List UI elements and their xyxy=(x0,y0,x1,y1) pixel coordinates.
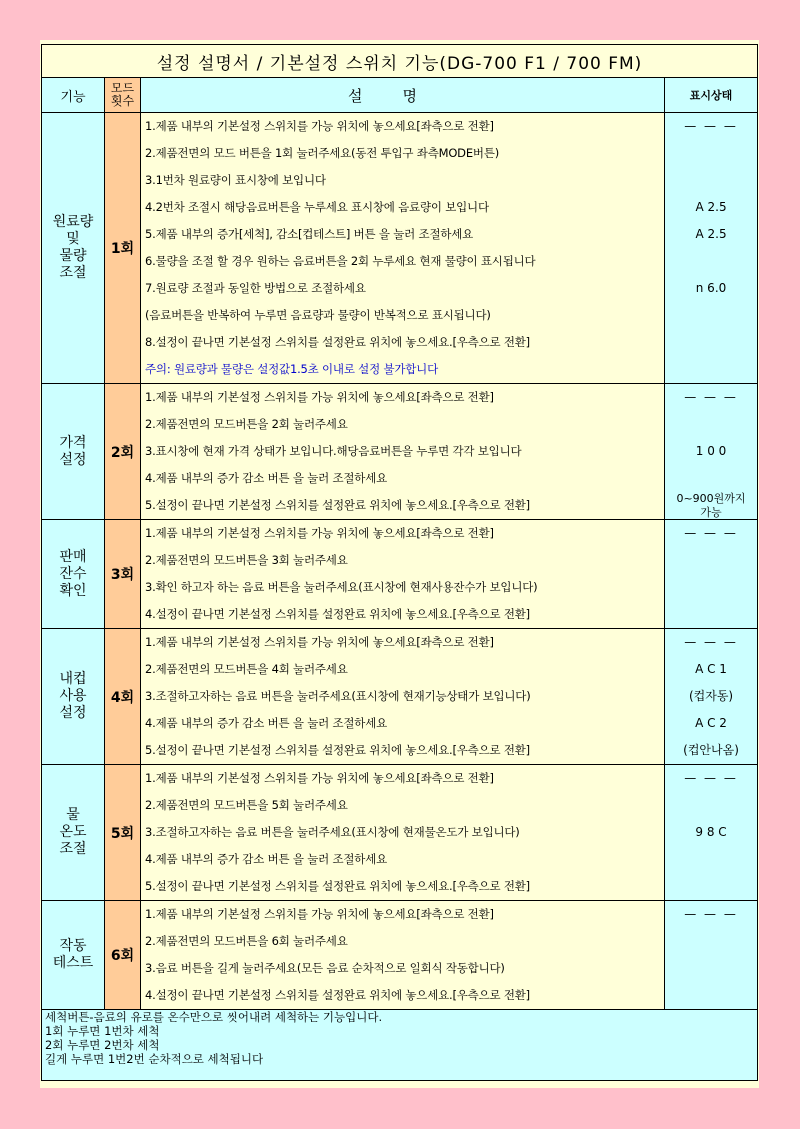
status-value xyxy=(665,873,757,900)
instruction-line: 3.조절하고자하는 음료 버튼을 눌러주세요(표시창에 현재물온도가 보입니다) xyxy=(145,825,520,839)
instruction-line: 2.제품전면의 모드 버튼을 1회 눌러주세요(동전 투입구 좌측MODE버튼) xyxy=(145,146,500,160)
section-description xyxy=(141,113,665,384)
footer-line: 1회 누루면 1번차 세척 xyxy=(45,1024,160,1038)
status-value: A C 2 xyxy=(695,716,727,730)
status-value xyxy=(665,792,757,819)
instruction-line: 4.설정이 끝나면 기본설정 스위치를 설정완료 위치에 놓으세요.[우측으로 전환] xyxy=(145,988,530,1002)
section-status xyxy=(665,520,758,629)
status-value xyxy=(665,302,757,329)
footer-line: 세척버튼-음료의 유로를 온수만으로 씻어내려 세척하는 기능입니다. xyxy=(45,1010,383,1024)
instruction-line: 4.제품 내부의 증가 감소 버튼 을 눌러 조절하세요 xyxy=(145,716,388,730)
status-value xyxy=(665,982,757,1009)
instruction-line: 8.설정이 끝나면 기본설정 스위치를 설정완료 위치에 놓으세요.[우측으로 전환] xyxy=(145,335,530,349)
status-dash: — — — xyxy=(684,771,738,785)
status-dash: — — — xyxy=(684,635,738,649)
section-function: 판매 잔수 확인 xyxy=(42,520,105,629)
instruction-line: 2.제품전면의 모드버튼을 5회 눌러주세요 xyxy=(145,798,348,812)
instruction-line: 5.제품 내부의 증가[세척], 감소[컵테스트] 버튼 을 눌러 조절하세요 xyxy=(145,227,474,241)
section-mode-count: 6회 xyxy=(105,901,141,1010)
status-value: 1 0 0 xyxy=(695,444,727,458)
instruction-line: 4.2번차 조절시 해당음료버튼을 누루세요 표시창에 음료량이 보입니다 xyxy=(145,200,489,214)
status-value: A 2.5 xyxy=(695,200,727,214)
instruction-line: 5.설정이 끝나면 기본설정 스위치를 설정완료 위치에 놓으세요.[우측으로 전환] xyxy=(145,743,530,757)
status-value: A 2.5 xyxy=(695,227,727,241)
section-row xyxy=(42,113,758,384)
header-status: 표시상태 xyxy=(665,78,758,113)
section-description xyxy=(141,520,665,629)
section-mode-count: 1회 xyxy=(105,113,141,384)
caution-note: 주의: 원료량과 물량은 설정값1.5초 이내로 설정 불가합니다 xyxy=(145,362,439,376)
footer-line: 길게 누루면 1번2번 순차적으로 세척됩니다 xyxy=(45,1052,264,1066)
status-value xyxy=(665,167,757,194)
instruction-line: 3.1번차 원료량이 표시창에 보입니다 xyxy=(145,173,326,187)
instruction-line: 6.물량을 조절 할 경우 원하는 음료버튼을 2회 누루세요 현재 물량이 표시됩니다 xyxy=(145,254,536,268)
instruction-line: 1.제품 내부의 기본설정 스위치를 가능 위치에 놓으세요[좌측으로 전환] xyxy=(145,390,494,404)
instruction-line: 3.음료 버튼을 길게 눌러주세요(모든 음료 순차적으로 일회식 작동합니다) xyxy=(145,961,505,975)
instruction-line: 2.제품전면의 모드버튼을 6회 눌러주세요 xyxy=(145,934,348,948)
section-row xyxy=(42,765,758,901)
status-dash: — — — xyxy=(684,907,738,921)
section-status xyxy=(665,384,758,520)
status-value xyxy=(665,928,757,955)
status-value xyxy=(665,356,757,383)
instruction-line: 3.조절하고자하는 음료 버튼을 눌러주세요(표시창에 현재기능상태가 보입니다) xyxy=(145,689,531,703)
section-status xyxy=(665,901,758,1010)
section-row xyxy=(42,384,758,520)
status-dash: — — — xyxy=(684,526,738,540)
instruction-line: 4.제품 내부의 증가 감소 버튼 을 눌러 조절하세요 xyxy=(145,852,388,866)
page-title: 설정 설명서 / 기본설정 스위치 기능(DG-700 F1 / 700 FM) xyxy=(42,45,758,78)
instruction-line: 1.제품 내부의 기본설정 스위치를 가능 위치에 놓으세요[좌측으로 전환] xyxy=(145,526,494,540)
footer-row xyxy=(42,1010,758,1081)
section-row xyxy=(42,629,758,765)
status-value xyxy=(665,248,757,275)
status-dash: — — — xyxy=(684,390,738,404)
instruction-line: 5.설정이 끝나면 기본설정 스위치를 설정완료 위치에 놓으세요.[우측으로 전환] xyxy=(145,879,530,893)
instruction-line: (음료버튼을 반복하여 누루면 음료량과 물량이 반복적으로 표시됩니다) xyxy=(145,308,491,322)
header-function: 기능 xyxy=(42,78,105,113)
section-mode-count: 2회 xyxy=(105,384,141,520)
instruction-line: 1.제품 내부의 기본설정 스위치를 가능 위치에 놓으세요[좌측으로 전환] xyxy=(145,119,494,133)
header-row xyxy=(42,78,758,113)
header-mode-count: 모드 횟수 xyxy=(105,78,141,113)
status-value xyxy=(665,465,757,492)
section-status xyxy=(665,629,758,765)
section-mode-count: 4회 xyxy=(105,629,141,765)
settings-table xyxy=(41,44,758,1081)
section-status xyxy=(665,113,758,384)
section-status xyxy=(665,765,758,901)
section-description xyxy=(141,765,665,901)
status-value: 9 8 C xyxy=(695,825,727,839)
status-value: (컵자동) xyxy=(688,689,734,703)
section-description xyxy=(141,629,665,765)
section-description xyxy=(141,384,665,520)
section-function: 작동 테스트 xyxy=(42,901,105,1010)
status-value xyxy=(665,574,757,601)
section-function: 물 온도 조절 xyxy=(42,765,105,901)
instruction-line: 4.제품 내부의 증가 감소 버튼 을 눌러 조절하세요 xyxy=(145,471,388,485)
status-value: 0~900원까지 가능 xyxy=(676,492,746,519)
status-value: n 6.0 xyxy=(695,281,727,295)
status-value xyxy=(665,329,757,356)
status-value: A C 1 xyxy=(695,662,727,676)
status-value xyxy=(665,955,757,982)
status-value: (컵안나옴) xyxy=(683,743,739,757)
section-function: 가격 설정 xyxy=(42,384,105,520)
instruction-line: 7.원료량 조절과 동일한 방법으로 조절하세요 xyxy=(145,281,366,295)
wash-button-note xyxy=(42,1010,758,1081)
status-value xyxy=(665,846,757,873)
status-value xyxy=(665,140,757,167)
status-value xyxy=(665,411,757,438)
section-function: 내컵 사용 설정 xyxy=(42,629,105,765)
instruction-line: 3.표시창에 현재 가격 상태가 보입니다.해당음료버튼을 누루면 각각 보입니다 xyxy=(145,444,522,458)
section-mode-count: 5회 xyxy=(105,765,141,901)
status-value xyxy=(665,547,757,574)
section-function: 원료량 및 물량 조절 xyxy=(42,113,105,384)
instruction-line: 2.제품전면의 모드버튼을 3회 눌러주세요 xyxy=(145,553,348,567)
instruction-line: 3.확인 하고자 하는 음료 버튼을 눌러주세요(표시창에 현재사용잔수가 보입니다) xyxy=(145,580,538,594)
instruction-line: 4.설정이 끝나면 기본설정 스위치를 설정완료 위치에 놓으세요.[우측으로 전환] xyxy=(145,607,530,621)
instruction-line: 1.제품 내부의 기본설정 스위치를 가능 위치에 놓으세요[좌측으로 전환] xyxy=(145,771,494,785)
instruction-line: 5.설정이 끝나면 기본설정 스위치를 설정완료 위치에 놓으세요.[우측으로 전환] xyxy=(145,498,530,512)
footer-line: 2회 누루면 2번차 세척 xyxy=(45,1038,160,1052)
section-description xyxy=(141,901,665,1010)
section-mode-count: 3회 xyxy=(105,520,141,629)
instruction-sheet xyxy=(40,40,759,1088)
instruction-line: 2.제품전면의 모드버튼을 2회 눌러주세요 xyxy=(145,417,348,431)
instruction-line: 1.제품 내부의 기본설정 스위치를 가능 위치에 놓으세요[좌측으로 전환] xyxy=(145,635,494,649)
section-row xyxy=(42,520,758,629)
section-row xyxy=(42,901,758,1010)
instruction-line: 1.제품 내부의 기본설정 스위치를 가능 위치에 놓으세요[좌측으로 전환] xyxy=(145,907,494,921)
status-value xyxy=(665,601,757,628)
status-dash: — — — xyxy=(684,119,738,133)
instruction-line: 2.제품전면의 모드버튼을 4회 눌러주세요 xyxy=(145,662,348,676)
header-description: 설명 xyxy=(141,78,665,113)
